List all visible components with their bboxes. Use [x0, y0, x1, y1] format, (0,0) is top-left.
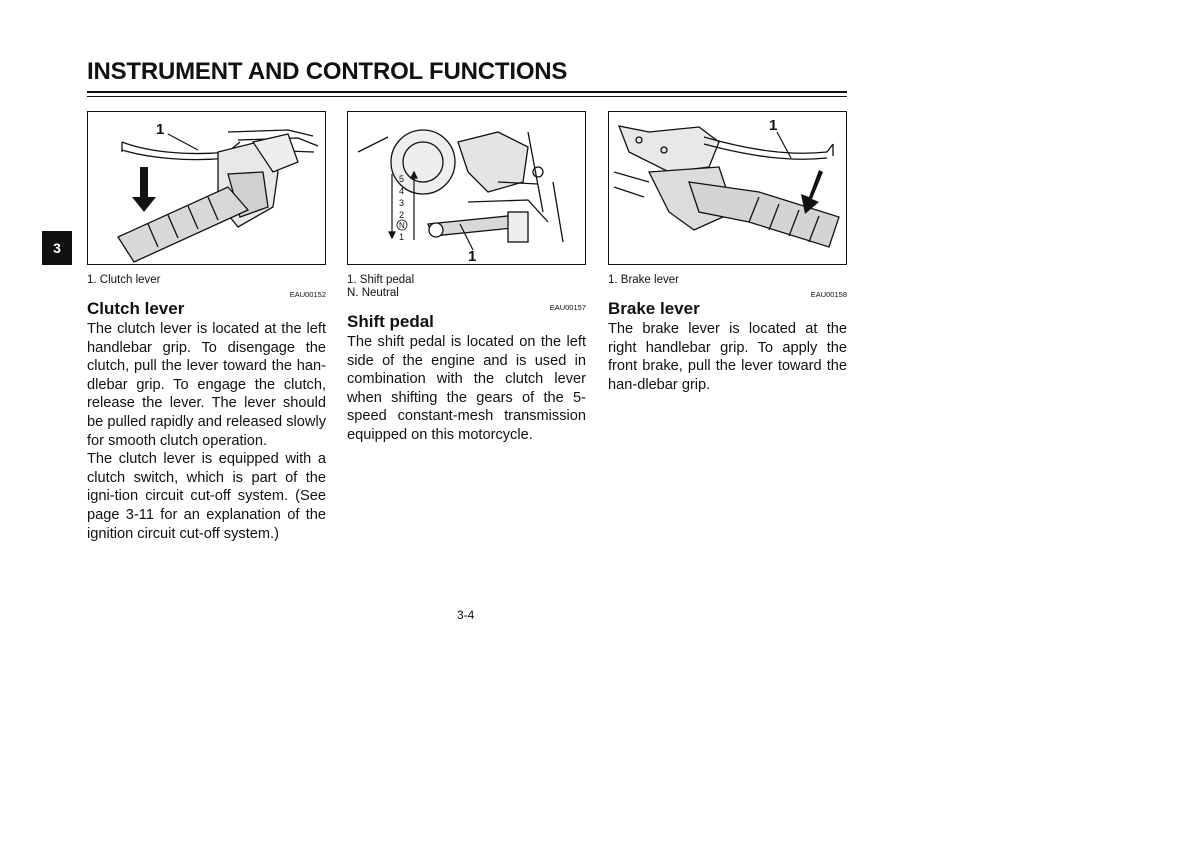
section-code: EAU00158: [810, 290, 847, 299]
brake-arrow-icon: [801, 170, 823, 214]
clutch-lever-figure: [87, 111, 326, 265]
brake-lever-caption: [608, 274, 847, 287]
clutch-arrow-icon: [132, 167, 156, 212]
body-paragraph: The clutch lever is located at the left handlebar grip. To disengage the clutch, pull the lever toward the han-dlebar grip. To engage the clutch, release the lever. The lever should be pulled rapidly and released slowly for smooth clutch operation.: [87, 321, 326, 449]
caption-line: N. Neutral: [347, 287, 399, 299]
clutch-callout-number: 1: [156, 121, 165, 138]
title-rule-thick: [87, 91, 847, 93]
caption-line: 1. Clutch lever: [87, 274, 161, 286]
brake-lever-section: [608, 111, 847, 394]
clutch-lever-section: [87, 111, 326, 543]
caption-line: 1. Brake lever: [608, 274, 679, 286]
gear-label: N: [399, 221, 405, 230]
shift-pedal-figure: [347, 111, 586, 265]
caption-line: 1. Shift pedal: [347, 274, 415, 286]
shift-pedal-body: [347, 333, 586, 445]
section-code: EAU00157: [549, 303, 586, 312]
title-rule-thin: [87, 96, 847, 97]
page-number: 3-4: [457, 608, 475, 622]
gear-label: 1: [399, 232, 405, 242]
brake-lever-heading: Brake lever: [608, 299, 700, 318]
clutch-lever-illustration: [88, 112, 325, 264]
section-code: EAU00152: [289, 290, 326, 299]
body-paragraph: The shift pedal is located on the left side of the engine and is used in combination with the clutch lever when shifting the gears of the 5-speed constant-mesh transmission equipped on this motorcycle.: [347, 334, 586, 443]
gear-label: 5: [399, 174, 405, 184]
page-title: INSTRUMENT AND CONTROL FUNCTIONS: [87, 58, 568, 85]
shift-pedal-heading: Shift pedal: [347, 312, 434, 331]
chapter-tab: 3: [42, 231, 72, 265]
shift-pedal-caption: [347, 274, 586, 300]
gear-label: 2: [399, 210, 405, 220]
brake-lever-body: [608, 320, 847, 394]
brake-lever-illustration: [609, 112, 846, 264]
body-paragraph: The clutch lever is equipped with a clutch switch, which is part of the igni-tion circuit cut-off system. (See page 3-11 for an explanation of the ignition circuit cut-off system.): [87, 451, 326, 542]
clutch-lever-body: [87, 320, 326, 543]
clutch-lever-heading: Clutch lever: [87, 299, 185, 318]
clutch-lever-caption: [87, 274, 326, 287]
brake-callout-number: 1: [769, 117, 778, 134]
body-paragraph: The brake lever is located at the right handlebar grip. To apply the front brake, pull the lever toward the han-dlebar grip.: [608, 321, 847, 393]
shift-pedal-illustration: [348, 112, 585, 264]
shift-callout-number: 1: [468, 248, 477, 264]
shift-pedal-section: [347, 111, 586, 445]
brake-lever-figure: [608, 111, 847, 265]
gear-label: 4: [399, 186, 405, 196]
gear-label: 3: [399, 198, 405, 208]
